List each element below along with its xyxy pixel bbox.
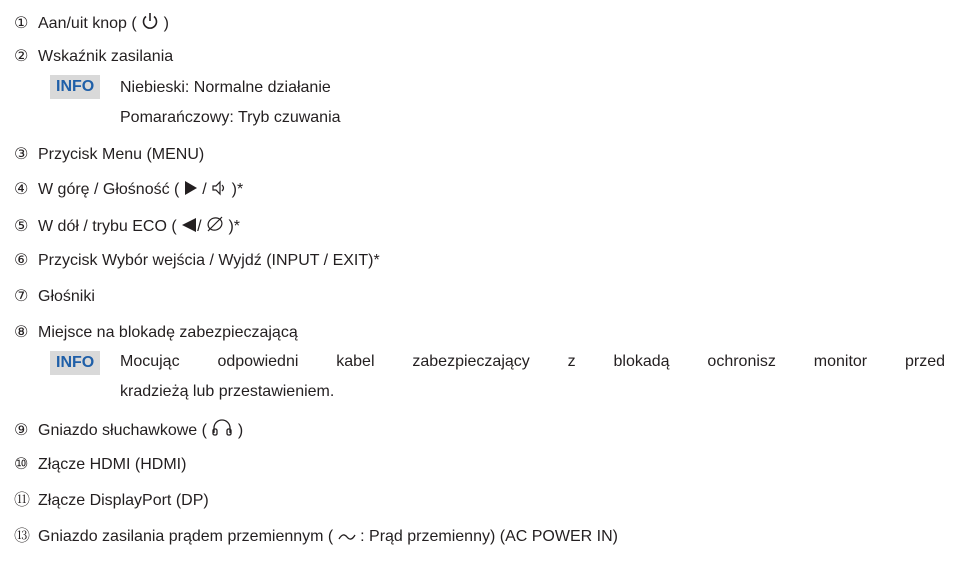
item-number: ⑥ bbox=[14, 252, 29, 269]
info-text-line: Niebieski: Normalne działanie bbox=[120, 79, 331, 96]
item-number: ⑩ bbox=[14, 456, 29, 473]
item-number: ⑪ bbox=[14, 492, 31, 509]
ac-wave-icon bbox=[338, 529, 356, 549]
item-label: Przycisk Wybór wejścia / Wyjdź (INPUT / EXIT)* bbox=[38, 252, 380, 269]
item-separator: / bbox=[197, 218, 207, 235]
item-number: ② bbox=[14, 48, 29, 65]
eco-icon bbox=[206, 215, 224, 239]
item-displayport bbox=[14, 491, 209, 511]
info-text-line bbox=[120, 352, 945, 372]
info-text-line: Pomarańczowy: Tryb czuwania bbox=[120, 109, 341, 126]
item-label: Złącze DisplayPort (DP) bbox=[38, 492, 209, 509]
item-up-volume bbox=[14, 180, 243, 200]
item-security-lock bbox=[14, 323, 298, 343]
item-power-button bbox=[14, 12, 169, 32]
item-power-indicator bbox=[14, 47, 173, 67]
info-badge bbox=[50, 351, 100, 375]
item-label-suffix: )* bbox=[224, 218, 241, 235]
info-text-justified: Mocując odpowiedni kabel zabezpieczający z blokadą ochronisz monitor przed bbox=[120, 353, 945, 370]
power-icon bbox=[141, 12, 159, 36]
item-label: Przycisk Menu (MENU) bbox=[38, 146, 205, 163]
item-label: Gniazdo zasilania prądem przemiennym ( bbox=[38, 528, 338, 545]
item-number: ⑧ bbox=[14, 324, 29, 341]
triangle-left-icon bbox=[181, 217, 197, 239]
item-number: ⑤ bbox=[14, 218, 29, 235]
item-separator: / bbox=[197, 181, 212, 198]
item-down-eco bbox=[14, 215, 240, 235]
item-speakers bbox=[14, 287, 95, 307]
item-label: Złącze HDMI (HDMI) bbox=[38, 456, 187, 473]
item-label: Miejsce na blokadę zabezpieczającą bbox=[38, 324, 298, 341]
item-label: Gniazdo słuchawkowe ( bbox=[38, 422, 212, 439]
item-label-suffix: : Prąd przemienny) (AC POWER IN) bbox=[355, 528, 618, 545]
info-badge-label: INFO bbox=[50, 75, 100, 99]
item-menu-button bbox=[14, 145, 204, 165]
speaker-icon bbox=[211, 180, 227, 202]
item-headphone-jack bbox=[14, 419, 243, 439]
info-badge bbox=[50, 75, 100, 99]
info-text-line: kradzieżą lub przestawieniem. bbox=[120, 383, 335, 400]
item-hdmi bbox=[14, 455, 186, 475]
item-input-exit bbox=[14, 251, 380, 271]
item-number: ⑨ bbox=[14, 422, 29, 439]
item-number: ⑬ bbox=[14, 528, 31, 545]
item-label: Aan/uit knop ( bbox=[38, 15, 142, 32]
item-number: ③ bbox=[14, 146, 29, 163]
item-label-suffix: ) bbox=[159, 15, 169, 32]
item-label: Głośniki bbox=[38, 288, 95, 305]
item-ac-power-in bbox=[14, 527, 618, 547]
item-number: ① bbox=[14, 15, 29, 32]
item-number: ④ bbox=[14, 181, 29, 198]
item-label: W górę / Głośność ( bbox=[38, 181, 184, 198]
info-badge-label: INFO bbox=[50, 351, 100, 375]
item-label-suffix: )* bbox=[227, 181, 244, 198]
headphone-icon bbox=[211, 419, 233, 443]
item-label-suffix: ) bbox=[233, 422, 244, 439]
triangle-right-icon bbox=[184, 180, 198, 202]
item-label: Wskaźnik zasilania bbox=[38, 48, 174, 65]
item-label: W dół / trybu ECO ( bbox=[38, 218, 182, 235]
item-number: ⑦ bbox=[14, 288, 29, 305]
